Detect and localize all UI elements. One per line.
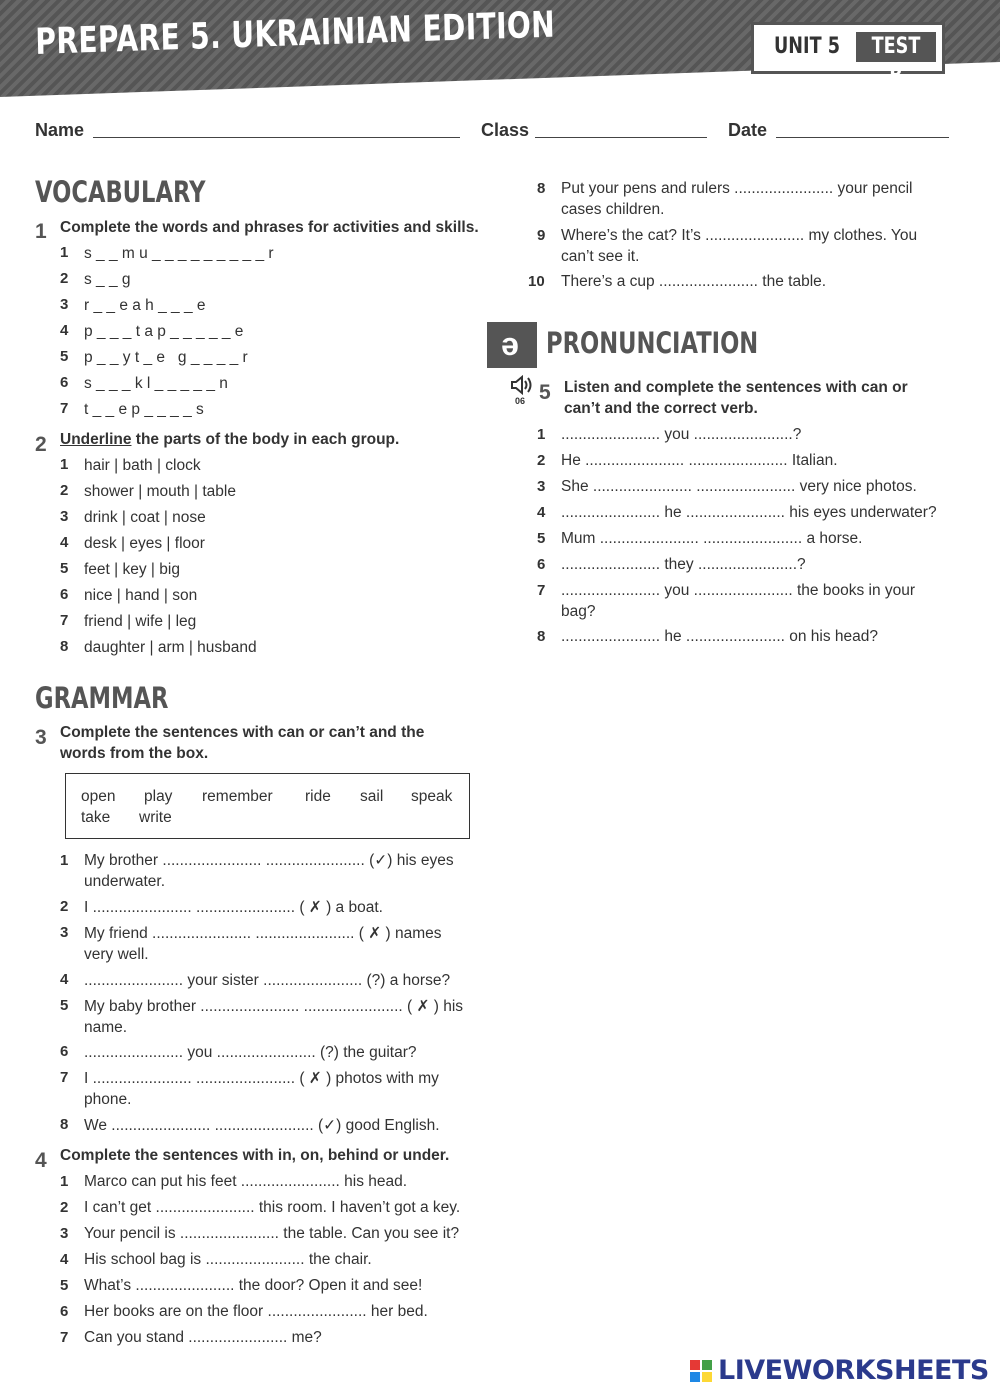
box-word: speak [411, 788, 453, 805]
schwa-icon: ə [487, 322, 537, 368]
page-title: PREPARE 5. UKRAINIAN EDITION [35, 4, 556, 63]
audio-speaker-icon[interactable] [511, 375, 533, 395]
q3-number: 3 [35, 726, 47, 749]
word-box [65, 773, 470, 839]
q2-number: 2 [35, 433, 47, 456]
class-field[interactable] [535, 137, 707, 138]
box-word: sail [360, 788, 384, 805]
box-word: open [81, 788, 116, 805]
q1-instruction: Complete the words and phrases for activities and skills. [60, 219, 479, 236]
unit-label: UNIT 5 [774, 34, 840, 59]
name-field[interactable] [93, 137, 460, 138]
box-word: ride [305, 788, 331, 805]
date-label: Date [728, 120, 768, 140]
box-word: remember [202, 788, 273, 805]
box-word: take [81, 809, 111, 826]
test-badge: TEST B [856, 32, 936, 62]
vocabulary-heading: VOCABULARY [35, 175, 206, 209]
q5-number: 5 [539, 381, 551, 404]
q3-instruction: Complete the sentences with can or can’t and the words from the box. [60, 724, 425, 762]
q2-instruction: Underline the parts of the body in each group. [60, 431, 400, 448]
class-label: Class [481, 120, 530, 140]
q4-instruction: Complete the sentences with in, on, behind or under. [60, 1147, 450, 1164]
q5-instruction: Listen and complete the sentences with can or can’t and the correct verb. [564, 379, 908, 417]
liveworksheets-logo-icon [690, 1360, 714, 1384]
name-label: Name [35, 120, 85, 140]
box-word: play [144, 788, 173, 805]
box-word: write [139, 809, 172, 826]
date-field[interactable] [776, 137, 949, 138]
q4-number: 4 [35, 1149, 47, 1172]
q1-number: 1 [35, 220, 47, 243]
grammar-heading: GRAMMAR [35, 681, 169, 715]
audio-track-number: 06 [515, 396, 526, 406]
liveworksheets-logo[interactable]: LIVEWORKSHEETS [718, 1355, 989, 1386]
pronunciation-heading: PRONUNCIATION [546, 326, 759, 360]
